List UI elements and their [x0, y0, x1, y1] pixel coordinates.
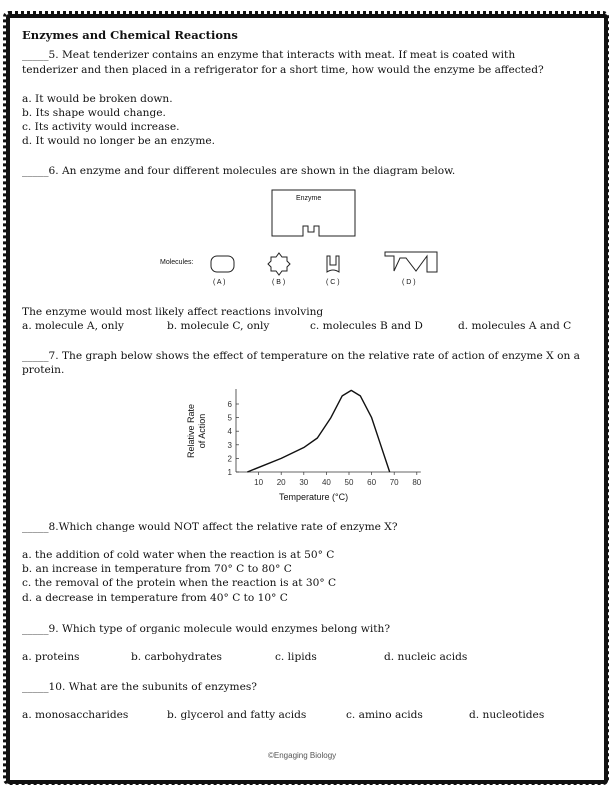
y-tick-label: 5	[227, 413, 232, 423]
molecule-b-label: ( B )	[272, 279, 286, 286]
q10-option: b. glycerol and fatty acids	[167, 709, 307, 721]
q7-line2: protein.	[22, 364, 65, 376]
q9-option: d. nucleic acids	[384, 651, 468, 663]
chart-ylabel	[186, 404, 208, 458]
q5-option: b. Its shape would change.	[22, 107, 166, 119]
worksheet-title: Enzymes and Chemical Reactions	[22, 28, 238, 42]
x-tick-label: 30	[299, 478, 309, 487]
q5-line1: _____5. Meat tenderizer contains an enzyme that interacts with meat. If meat is coated with	[22, 49, 516, 61]
q6-option: c. molecules B and D	[310, 320, 423, 332]
x-tick-label: 40	[321, 478, 331, 487]
y-tick-label: 4	[227, 427, 232, 437]
q8-option: c. the removal of the protein when the reaction is at 30° C	[22, 577, 337, 589]
q10-option: d. nucleotides	[469, 709, 545, 721]
ylabel-line2: of Action	[197, 413, 207, 449]
q5-option: d. It would no longer be an enzyme.	[22, 135, 216, 147]
x-tick-label: 60	[367, 478, 377, 487]
y-tick-label: 1	[227, 468, 232, 477]
molecule-d-label: ( D )	[402, 279, 416, 286]
q7-line1: _____7. The graph below shows the effect of temperature on the relative rate of action of enzyme X on a	[22, 350, 580, 362]
q8-option: b. an increase in temperature from 70° C to 80° C	[22, 563, 292, 575]
q8-text: _____8.Which change would NOT affect the relative rate of enzyme X?	[22, 521, 398, 533]
q10-option: c. amino acids	[346, 709, 423, 721]
molecule-c-label: ( C )	[326, 279, 340, 286]
q6-option: b. molecule C, only	[167, 320, 270, 332]
q6-text: _____6. An enzyme and four different molecules are shown in the diagram below.	[22, 165, 456, 177]
x-tick-label: 20	[276, 478, 286, 487]
q6-option: a. molecule A, only	[22, 320, 124, 332]
ylabel-line1: Relative Rate	[186, 403, 196, 458]
x-tick-label: 50	[344, 478, 354, 487]
q10-option: a. monosaccharides	[22, 709, 129, 721]
q9-option: c. lipids	[275, 651, 317, 663]
y-tick-label: 6	[227, 400, 232, 409]
q5-option: c. Its activity would increase.	[22, 121, 180, 133]
molecule-a-label: ( A )	[213, 279, 226, 286]
x-tick-label: 70	[389, 478, 399, 487]
q9-option: a. proteins	[22, 651, 80, 663]
y-tick-label: 2	[227, 454, 232, 464]
q8-option: d. a decrease in temperature from 40° C to 10° C	[22, 592, 288, 604]
q5-line2: tenderizer and then placed in a refrigerator for a short time, how would the enzyme be affected?	[22, 64, 544, 76]
q8-option: a. the addition of cold water when the reaction is at 50° C	[22, 549, 335, 561]
q5-option: a. It would be broken down.	[22, 93, 173, 105]
q9-option: b. carbohydrates	[131, 651, 222, 663]
y-tick-label: 3	[227, 440, 232, 450]
q6-option: d. molecules A and C	[458, 320, 572, 332]
q10-text: _____10. What are the subunits of enzymes?	[22, 681, 257, 693]
molecules-label: Molecules:	[160, 259, 194, 266]
series-line	[247, 390, 389, 472]
q9-text: _____9. Which type of organic molecule would enzymes belong with?	[22, 623, 391, 635]
footer-copyright: ©Engaging Biology	[268, 751, 337, 760]
chart-xlabel: Temperature (°C)	[279, 492, 349, 502]
x-tick-label: 80	[412, 478, 422, 487]
enzyme-label: Enzyme	[296, 195, 322, 202]
q6-stem: The enzyme would most likely affect reactions involving	[22, 306, 324, 318]
x-tick-label: 10	[254, 478, 264, 487]
